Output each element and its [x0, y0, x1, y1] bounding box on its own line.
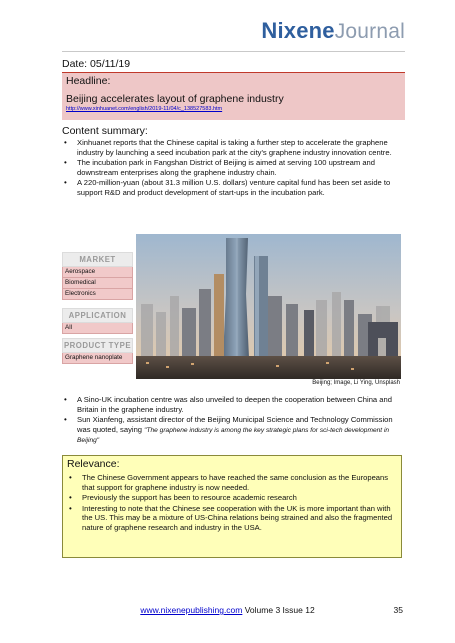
journal-logo: [261, 18, 405, 44]
beijing-skyline-photo: [136, 234, 401, 379]
summary-item: • The incubation park in Fangshan District of Beijing is aimed at serving 100 upstream and downstream enterprises along the graphene industry chain.: [62, 158, 400, 177]
category-tags-panel: [62, 252, 133, 364]
market-tag: Electronics: [62, 289, 133, 300]
logo-nixene: Nixene: [261, 18, 335, 43]
source-link[interactable]: http://www.xinhuanet.com/english/2019-11/04/c_138527583.htm: [66, 106, 223, 112]
headline-text: Beijing accelerates layout of graphene industry: [66, 93, 284, 105]
relevance-item: • Previously the support has been to resource academic research: [67, 493, 393, 503]
relevance-item: • The Chinese Government appears to have reached the same conclusion as the Europeans that support for graphene industry is now needed.: [67, 473, 393, 492]
relevance-item: • Interesting to note that the Chinese see cooperation with the UK is more important than with the US. This may be a mixture of US-China relations being strained and also the fragmented nature of graphene research and industry in the USA.: [67, 504, 393, 533]
logo-divider: [62, 51, 405, 52]
summary-list: [62, 138, 400, 199]
summary-item: • A 220-million-yuan (about 31.3 million U.S. dollars) venture capital fund has been set aside to support R&D and product development of start-ups in the incubation park.: [62, 178, 400, 197]
quote-text: "The graphene industry is among the key strategic plans for sci-tech development in Beijing": [77, 426, 390, 445]
market-tag: Aerospace: [62, 267, 133, 278]
page-footer: [0, 605, 455, 615]
product-type-tag: Graphene nanoplate: [62, 353, 133, 364]
application-heading: APPLICATION: [62, 308, 133, 323]
logo-journal: Journal: [334, 20, 405, 43]
content-summary-title: Content summary:: [62, 125, 148, 137]
market-heading: MARKET: [62, 252, 133, 267]
summary-item: • Xinhuanet reports that the Chinese capital is taking a further step to accelerate the graphene industry by launching a seed incubation park at the city's graphene industry innovation centre.: [62, 138, 400, 157]
headline-label: Headline:: [66, 75, 111, 87]
relevance-box: [62, 455, 402, 558]
article-date: Date: 05/11/19: [62, 58, 131, 70]
publisher-link[interactable]: www.nixenepublishing.com: [140, 605, 243, 615]
details-item: • A Sino-UK incubation centre was also unveiled to deepen the cooperation between China and Britain in the graphene industry.: [62, 395, 400, 414]
issue-label: Volume 3 Issue 12: [242, 605, 315, 615]
headline-box: [62, 73, 405, 120]
relevance-list: [67, 473, 393, 534]
quote-item: [62, 415, 400, 446]
application-tag: All: [62, 323, 133, 334]
photo-caption: Beijing; Image, Li Ying, Unsplash: [312, 380, 400, 386]
quote-intro: Sun Xianfeng, assistant director of the Beijing Municipal Science and Technology Commission was quoted, saying: [77, 415, 393, 434]
details-list: [62, 395, 400, 447]
relevance-title: Relevance:: [67, 458, 120, 470]
page-number: 35: [393, 605, 403, 615]
market-tag: Biomedical: [62, 278, 133, 289]
product-type-heading: PRODUCT TYPE: [62, 338, 133, 353]
